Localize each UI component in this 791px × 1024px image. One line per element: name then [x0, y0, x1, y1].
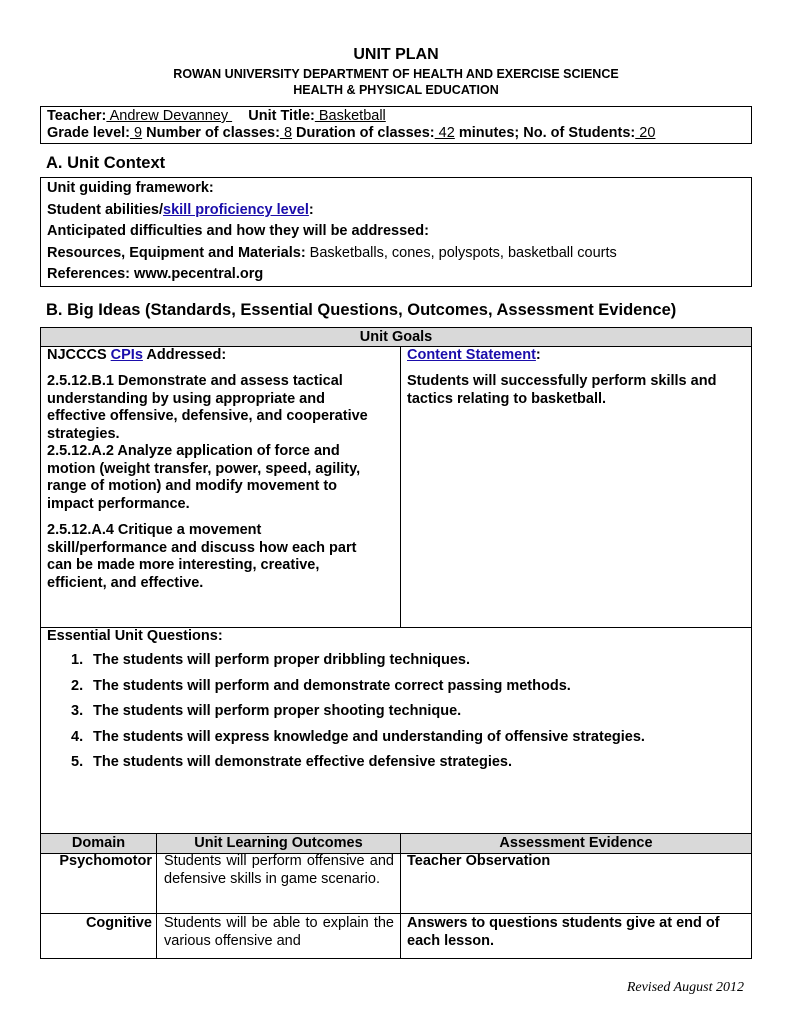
unit-title-label: Unit Title:	[248, 108, 315, 124]
university-department: ROWAN UNIVERSITY DEPARTMENT OF HEALTH AND EXERCISE SCIENCE	[173, 67, 619, 81]
framework-line: Unit guiding framework:	[47, 180, 214, 196]
duration-label: Duration of classes:	[292, 125, 435, 141]
list-item: 1. The students will perform proper dribbling techniques.	[71, 652, 471, 668]
students-value: 20	[635, 125, 656, 141]
list-item: 3. The students will perform proper shooting technique.	[71, 703, 462, 719]
domain-header: Domain	[71, 835, 126, 851]
minutes-label: minutes; No. of Students:	[454, 125, 636, 141]
essential-questions-list	[71, 652, 645, 780]
content-statement-heading	[407, 347, 541, 365]
grade-label: Grade level:	[47, 125, 131, 141]
njcccs-heading	[47, 347, 226, 365]
standard-a4: 2.5.12.A.4 Critique a movement skill/performance and discuss how each part can be made more interesting, creative, efficient, and effective.	[47, 522, 357, 591]
difficulties-line: Anticipated difficulties and how they will be addressed:	[47, 223, 429, 239]
num-classes-label: Number of classes:	[142, 125, 280, 141]
grade-value: 9	[130, 125, 143, 141]
resources-value: Basketballs, cones, polyspots, basketball courts	[305, 245, 617, 261]
standard-a2: 2.5.12.A.2 Analyze application of force and motion (weight transfer, power, speed, agility, range of motion) and modify movement to impact performance.	[47, 443, 361, 512]
teacher-value: Andrew Devanney	[106, 108, 233, 124]
cpis-link[interactable]: CPIs	[110, 347, 143, 363]
resources-label: Resources, Equipment and Materials:	[47, 245, 306, 261]
content-statement-text: Students will successfully perform skills and tactics relating to basketball.	[407, 373, 717, 407]
abilities-line	[47, 202, 314, 218]
section-b-heading: B. Big Ideas (Standards, Essential Questions, Outcomes, Assessment Evidence)	[46, 301, 677, 319]
outcome-column-divider	[400, 833, 401, 958]
skill-proficiency-link[interactable]: skill proficiency level	[163, 202, 309, 218]
unit-title-value: Basketball	[314, 108, 386, 124]
table-row: Psychomotor	[59, 853, 152, 869]
table-row: Teacher Observation	[407, 853, 551, 869]
grade-line	[47, 125, 655, 141]
abilities-suffix: :	[308, 202, 314, 218]
domain-column-divider	[156, 833, 157, 958]
abilities-prefix: Student abilities/	[47, 202, 164, 218]
table-row: Students will be able to explain the various offensive and	[164, 915, 394, 949]
njcccs-prefix: NJCCCS	[47, 347, 111, 363]
outcomes-header-row	[41, 833, 751, 854]
content-statement-suffix: :	[535, 347, 541, 363]
table-row: Cognitive	[85, 915, 152, 931]
revision-footer: Revised August 2012	[626, 980, 744, 995]
list-item: 2. The students will perform and demonstrate correct passing methods.	[71, 677, 571, 694]
outcomes-header: Unit Learning Outcomes	[194, 835, 363, 851]
resources-line	[47, 245, 617, 261]
unit-info-box	[40, 106, 752, 144]
teacher-label: Teacher:	[47, 108, 107, 124]
essential-questions-label: Essential Unit Questions:	[47, 628, 223, 644]
njcccs-suffix: Addressed:	[142, 347, 227, 363]
list-item: 4. The students will express knowledge and understanding of offensive strategies.	[71, 728, 645, 745]
list-item: 5. The students will demonstrate effective defensive strategies.	[71, 754, 513, 770]
table-row: Answers to questions students give at end of each lesson.	[407, 915, 720, 949]
outcome-row-divider	[41, 913, 751, 914]
content-statement-link[interactable]: Content Statement	[407, 347, 536, 363]
num-classes-value: 8	[279, 125, 293, 141]
duration-value: 42	[434, 125, 455, 141]
document-title: UNIT PLAN	[353, 46, 439, 63]
unit-context-box	[40, 177, 752, 287]
program-name: HEALTH & PHYSICAL EDUCATION	[293, 83, 499, 97]
big-ideas-table	[40, 327, 752, 959]
unit-goals-header: Unit Goals	[41, 328, 751, 347]
teacher-line	[47, 108, 386, 124]
assessment-header: Assessment Evidence	[499, 835, 653, 851]
standard-b1: 2.5.12.B.1 Demonstrate and assess tactical understanding by using appropriate and effective offensive, defensive, and cooperative strategies.	[47, 373, 368, 442]
goals-column-divider	[400, 347, 401, 627]
section-a-heading: A. Unit Context	[46, 154, 166, 172]
table-row: Students will perform offensive and defensive skills in game scenario.	[164, 853, 394, 887]
references-line: References: www.pecentral.org	[47, 266, 264, 282]
